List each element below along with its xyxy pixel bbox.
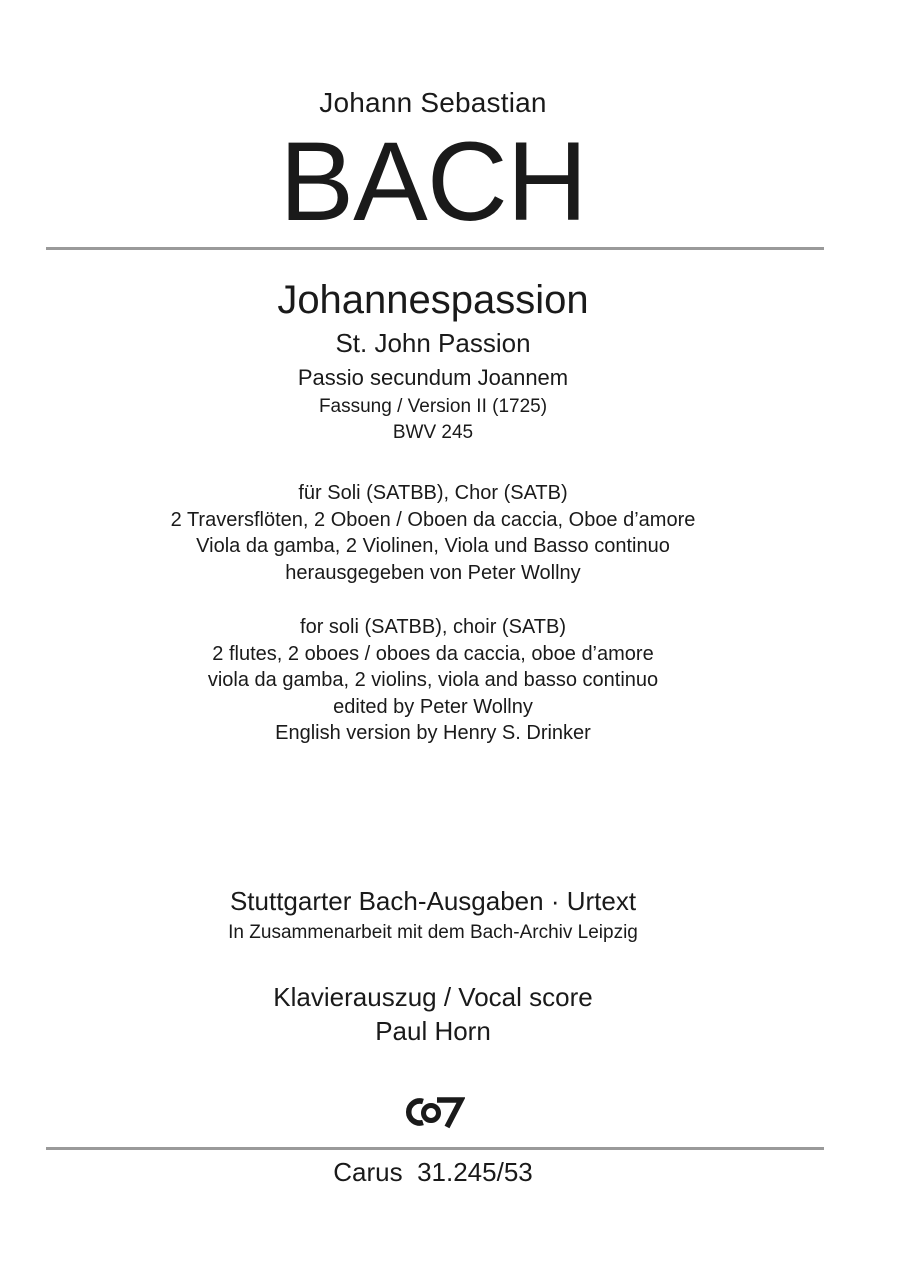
work-version: Fassung / Version II (1725)	[318, 396, 548, 417]
scoring-german-line: für Soli (SATBB), Chor (SATB)	[298, 482, 568, 504]
work-title-english: St. John Passion	[335, 328, 531, 358]
scoring-english-line: edited by Peter Wollny	[333, 695, 533, 718]
bottom-divider	[46, 1147, 824, 1150]
arranger-name: Paul Horn	[375, 1016, 491, 1046]
carus-logo-icon	[401, 1092, 465, 1132]
catalog-number: Carus 31.245/53	[333, 1157, 533, 1187]
work-catalog-bwv: BWV 245	[392, 422, 474, 443]
work-title-latin: Passio secundum Joannem	[297, 365, 569, 390]
top-divider	[46, 247, 824, 250]
score-type: Klavierauszug / Vocal score	[273, 982, 593, 1012]
scoring-english-line: viola da gamba, 2 violins, viola and basso continuo	[207, 669, 659, 691]
scoring-german-line: 2 Traversflöten, 2 Oboen / Oboen da caccia, Oboe d’amore	[170, 508, 696, 531]
composer-surname: BACH	[279, 119, 587, 244]
scoring-german-line: herausgegeben von Peter Wollny	[285, 561, 581, 584]
scoring-german-line: Viola da gamba, 2 Violinen, Viola und Basso continuo	[196, 535, 670, 557]
scoring-english-line: 2 flutes, 2 oboes / oboes da caccia, oboe d’amore	[212, 642, 654, 665]
scoring-english-line: for soli (SATBB), choir (SATB)	[300, 616, 566, 638]
scoring-german	[0, 480, 866, 586]
scoring-english	[0, 614, 866, 747]
composer-first-names: Johann Sebastian	[319, 87, 547, 118]
series-title: Stuttgarter Bach-Ausgaben · Urtext	[229, 886, 637, 916]
work-title: Johannespassion	[277, 278, 589, 322]
scoring-english-line: English version by Henry S. Drinker	[275, 722, 591, 744]
series-subtitle: In Zusammenarbeit mit dem Bach-Archiv Leipzig	[228, 922, 638, 943]
